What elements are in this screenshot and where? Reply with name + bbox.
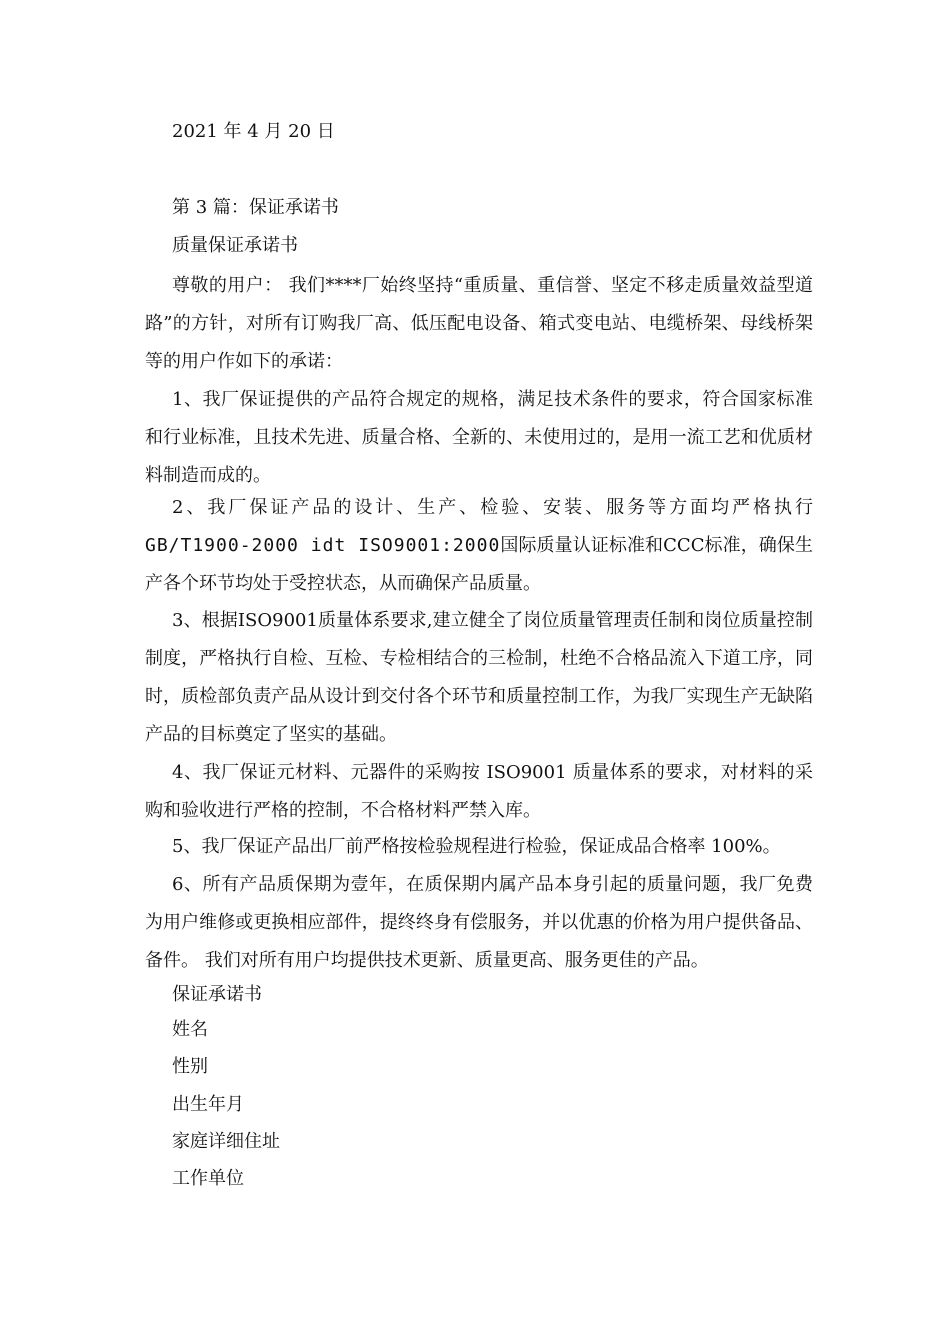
commitment-item-6: 6、所有产品质保期为壹年，在质保期内属产品本身引起的质量问题，我厂免费为用户维修或更换相应部件，提终终身有偿服务，并以优惠的价格为用户提供备品、备件。 我们对所有用户均提供技术更新、质量更高、服务更佳的产品。: [145, 874, 813, 971]
form-field-gender: 性别: [172, 1056, 208, 1077]
commitment-item-1: 1、我厂保证提供的产品符合规定的规格，满足技术条件的要求，符合国家标准和行业标准，且技术先进、质量合格、全新的、未使用过的，是用一流工艺和优质材料制造而成的。: [145, 389, 813, 486]
commitment-item-2-rest: 国际质量认证标准和CCC标准，确保生产各个环节均处于受控状态，从而确保产品质量。: [145, 535, 813, 594]
commitment-item-4: 4、我厂保证元材料、元器件的采购按 ISO9001 质量体系的要求，对材料的采购和验收进行严格的控制，不合格材料严禁入库。: [145, 762, 813, 821]
commitment-item-2-lead: 2、我厂保证产品的设计、生产、检验、安装、服务等方面均严格执行: [172, 497, 813, 518]
commitment-item-2: [145, 489, 813, 603]
form-field-workplace: 工作单位: [172, 1168, 244, 1189]
document-date: 2021 年 4 月 20 日: [172, 121, 335, 142]
commitment-item-3: 3、根据ISO9001质量体系要求,建立健全了岗位质量管理责任制和岗位质量控制制度，严格执行自检、互检、专检相结合的三检制，杜绝不合格品流入下道工序，同时，质检部负责产品从设计到交付各个环节和质量控制工作，为我厂实现生产无缺陷产品的目标奠定了坚实的基础。: [145, 610, 813, 745]
commitment-item-5: 5、我厂保证产品出厂前严格按检验规程进行检验，保证成品合格率 100%。: [172, 836, 781, 857]
form-field-address: 家庭详细住址: [172, 1131, 280, 1152]
section-heading: 第 3 篇：保证承诺书: [172, 197, 339, 218]
form-title: 保证承诺书: [172, 984, 262, 1005]
form-field-name: 姓名: [172, 1019, 208, 1040]
document-title: 质量保证承诺书: [172, 235, 298, 256]
form-field-birthdate: 出生年月: [172, 1094, 244, 1115]
intro-paragraph: 尊敬的用户： 我们****厂始终坚持“重质量、重信誉、坚定不移走质量效益型道路”的方针，对所有订购我厂高、低压配电设备、箱式变电站、电缆桥架、母线桥架等的用户作如下的承诺：: [145, 275, 813, 372]
standard-code: GB/T1900-2000 idt ISO9001:2000: [145, 535, 501, 556]
